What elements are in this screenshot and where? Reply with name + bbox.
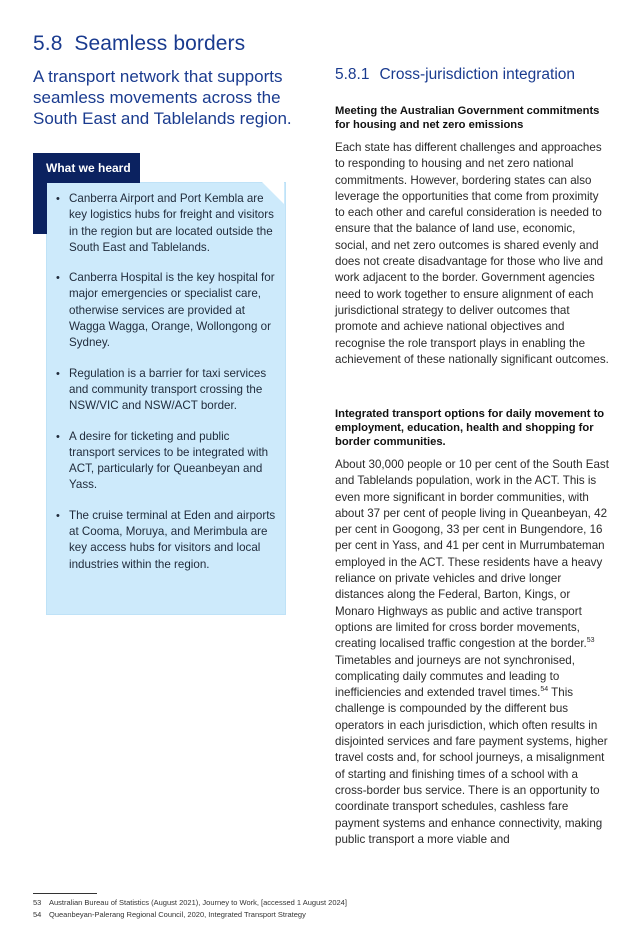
what-we-heard-bar bbox=[33, 182, 47, 234]
heading-housing-net-zero: Meeting the Australian Government commitments for housing and net zero emissions bbox=[335, 105, 600, 131]
intro-text: A transport network that supports seamless movements across the South East and Tablelands region. bbox=[33, 67, 292, 128]
footnote-ref-54[interactable]: 54 bbox=[540, 686, 549, 694]
section-title-text: Seamless borders bbox=[74, 32, 246, 55]
heading-integrated-transport: Integrated transport options for daily movement to employment, education, health and shopping for border communities. bbox=[335, 408, 605, 448]
subsection-title-text: Cross-jurisdiction integration bbox=[379, 66, 576, 83]
paragraph-integrated-transport: About 30,000 people or 10 per cent of the South East and Tablelands population, work in the ACT. This is even more significant in border communities, with about 37 per cent of people living in Queanbeyan, 42 per cent in Googong, 33 per cent in Bungendore, 16 per cent in Yass, and 41 per cent in Murrumbateman employed in the ACT. These residents have a heavy reliance on private vehicles and drive longer distances along the Federal, Barton, Kings, or Monaro Highways as public and active transport options are limited for cross border movements, creating localised traffic congestion at the border.$^{53}$ Timetables and journeys are not synchronised, complicating daily commutes and leading to inefficiencies and extended travel times.$^{54}$ This challenge is compounded by the different bus operators in each jurisdiction, which often results in disjointed services and fare payment systems, higher travel costs and, for school journeys, a misalignment of starting and finishing times of a school with a cross-border bus service. There is an opportunity to coordinate transport schedules, cashless fare payment systems and enhance connectivity, making public transport a more viable and bbox=[335, 458, 609, 846]
subsection-title bbox=[335, 66, 575, 84]
bullet-icon: • bbox=[56, 509, 60, 522]
footnote-54: 54 Queanbeyan-Palerang Regional Council, 2020, Integrated Transport Strategy bbox=[33, 910, 306, 919]
section-number: 5.8 bbox=[33, 32, 63, 55]
list-item: • Regulation is a barrier for taxi services and community transport crossing the NSW/VIC and NSW/ACT border. bbox=[56, 366, 267, 413]
bullet-icon: • bbox=[56, 193, 60, 205]
section-title bbox=[33, 32, 245, 56]
list-item: • The cruise terminal at Eden and airports at Cooma, Moruya, and Merimbula are key access hubs for visitors and local industries within the region. bbox=[56, 508, 276, 571]
bullet-icon: • bbox=[56, 367, 60, 380]
footnote-53: 53 Australian Bureau of Statistics (August 2021), Journey to Work, [accessed 1 August 2024] bbox=[33, 898, 347, 907]
bullet-icon: • bbox=[56, 430, 60, 443]
paragraph-housing-net-zero: Each state has different challenges and approaches to responding to housing and net zero national commitments. However, bordering states can also leverage the opportunities that come from proximity to each other and careful consideration is needed to ensure that the balance of land use, economic, social, and net zero outcomes is shared evenly and does not create disadvantage for those who live and work adjacent to the border. Government agencies need to work together to ensure alignment of each jurisdictional strategy to deliver outcomes that promote and achieve national objectives and recognise the role transport plays in enabling the achievement of these nationally significant outcomes. bbox=[335, 141, 609, 366]
footnote-ref-53[interactable]: 53 bbox=[586, 637, 595, 645]
list-item: • Canberra Hospital is the key hospital for major emergencies or specialist care, otherwise services are provided at Wagga Wagga, Orange, Wollongong or Sydney. bbox=[56, 271, 275, 350]
what-we-heard-list bbox=[56, 191, 278, 587]
subsection-number: 5.8.1 bbox=[335, 66, 370, 83]
bullet-icon: • bbox=[56, 272, 60, 285]
footnote-divider bbox=[33, 893, 97, 894]
what-we-heard-label: What we heard bbox=[33, 153, 140, 183]
list-item: • Canberra Airport and Port Kembla are key logistics hubs for freight and visitors in the region but are located outside the South East and Tablelands. bbox=[56, 192, 274, 254]
list-item: • A desire for ticketing and public transport services to be integrated with ACT, particularly for Queanbeyan and Yass. bbox=[56, 429, 269, 492]
